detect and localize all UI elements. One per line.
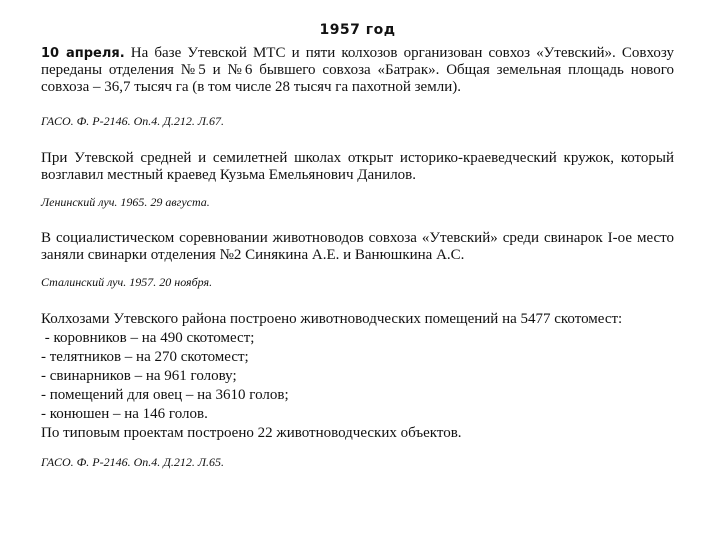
entry-1-paragraph xyxy=(41,45,674,96)
entry-4-line: - телятников – на 270 скотомест; xyxy=(41,349,249,365)
page-title: 1957 год xyxy=(319,22,396,38)
entry-4-source: ГАСО. Ф. Р-2146. Оп.4. Д.212. Л.65. xyxy=(41,455,225,469)
entry-2-paragraph: При Утевской средней и семилетней школах открыт историко-краеведческий кружок, который возглавил местный краевед Кузьма Емельянович Данилов. xyxy=(41,150,674,183)
entry-4-list xyxy=(41,310,674,443)
entry-4-line: - коровников – на 490 скотомест; xyxy=(41,330,255,346)
entry-4-line: Колхозами Утевского района построено животноводческих помещений на 5477 скотомест: xyxy=(41,311,623,327)
entry-3-source: Сталинский луч. 1957. 20 ноября. xyxy=(41,275,213,289)
entry-1-date: 10 апреля. xyxy=(41,46,125,61)
entry-4-line: - свинарников – на 961 голову; xyxy=(41,368,237,384)
entry-4-line: - помещений для овец – на 3610 голов; xyxy=(41,387,289,403)
entry-2-source: Ленинский луч. 1965. 29 августа. xyxy=(41,195,210,209)
entry-4-line: - конюшен – на 146 голов. xyxy=(41,406,208,422)
entry-4-line: По типовым проектам построено 22 животноводческих объектов. xyxy=(41,425,462,441)
entry-1-text: На базе Утевской МТС и пяти колхозов организован совхоз «Утевский». Совхозу переданы отделения №5 и №6 бывшего совхоза «Батрак». Общая земельная площадь нового совхоза – 36,7 тысяч га (в том числе 28 тысяч га пахотной земли). xyxy=(41,45,674,95)
entry-3-paragraph: В социалистическом соревновании животноводов совхоза «Утевский» среди свинарок I-ое место заняли свинарки отделения №2 Синякина А.Е. и Ванюшкина А.С. xyxy=(41,230,674,263)
entry-1-source: ГАСО. Ф. Р-2146. Оп.4. Д.212. Л.67. xyxy=(41,114,225,128)
